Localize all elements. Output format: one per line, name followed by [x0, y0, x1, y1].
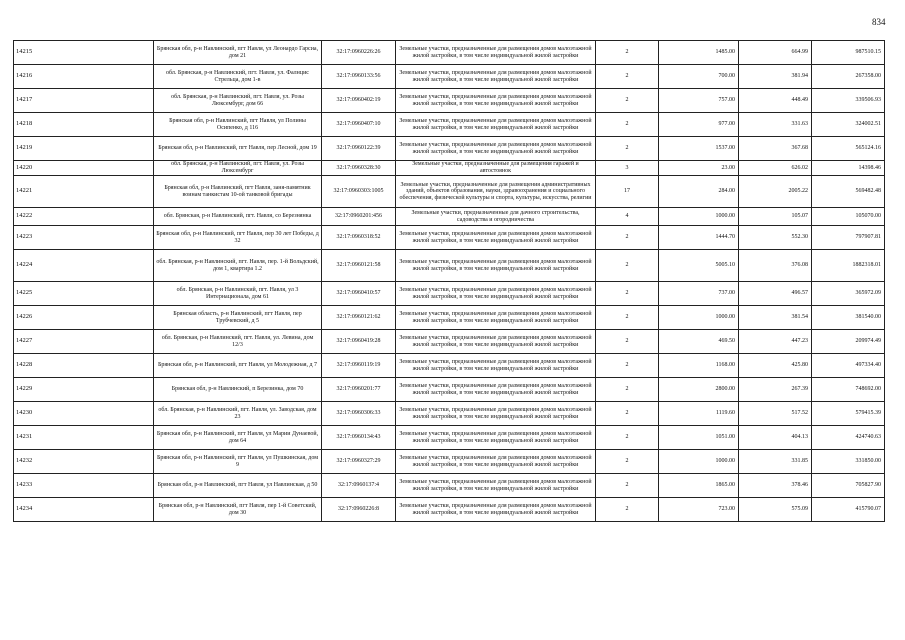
- area-cell: 284.00: [659, 176, 739, 208]
- land-use-cell: Земельные участки, предназначенные для размещения домов малоэтажной жилой застройки, в том числе индивидуальной жилой застройки: [396, 250, 596, 282]
- cadastral-number-cell: 32:17:0960133:56: [322, 65, 396, 89]
- cadastral-number-cell: 32:17:0960134:43: [322, 426, 396, 450]
- row-number-cell: 14218: [14, 113, 154, 137]
- cadastral-value-cell: 339506.93: [812, 89, 885, 113]
- table-row: [14, 474, 885, 498]
- specific-value-cell: 448.49: [739, 89, 812, 113]
- table-row: [14, 208, 885, 226]
- address-cell: обл. Брянская, р-н Навлинский, пгт. Навля, ул. Розы Люксембург, дом 66: [154, 89, 322, 113]
- land-use-cell: Земельные участки, предназначенные для размещения домов малоэтажной жилой застройки, в том числе индивидуальной жилой застройки: [396, 41, 596, 65]
- row-number-cell: 14217: [14, 89, 154, 113]
- cadastral-value-cell: 748692.00: [812, 378, 885, 402]
- address-cell: Брянская обл, р-н Навлинский, п Березинка, дом 70: [154, 378, 322, 402]
- group-cell: 2: [596, 226, 659, 250]
- row-number-cell: 14219: [14, 137, 154, 161]
- cadastral-number-cell: 32:17:0960122:39: [322, 137, 396, 161]
- address-cell: обл. Брянская, р-н Навлинский, пгт. Навля, ул. Левина, дом 12/3: [154, 330, 322, 354]
- group-cell: 2: [596, 113, 659, 137]
- row-number-cell: 14234: [14, 498, 154, 522]
- area-cell: 723.00: [659, 498, 739, 522]
- cadastral-value-cell: 381540.00: [812, 306, 885, 330]
- cadastral-value-cell: 14398.46: [812, 161, 885, 176]
- specific-value-cell: 575.09: [739, 498, 812, 522]
- cadastral-value-cell: 797907.81: [812, 226, 885, 250]
- specific-value-cell: 496.57: [739, 282, 812, 306]
- land-use-cell: Земельные участки, предназначенные для размещения домов малоэтажной жилой застройки, в том числе индивидуальной жилой застройки: [396, 65, 596, 89]
- specific-value-cell: 367.68: [739, 137, 812, 161]
- area-cell: 1119.60: [659, 402, 739, 426]
- address-cell: обл. Брянская, р-н Навлинский, пгт. Навля, пер. 1-й Вольдский, дом 1, квартира 1.2: [154, 250, 322, 282]
- area-cell: 1865.00: [659, 474, 739, 498]
- table-row: [14, 354, 885, 378]
- land-use-cell: Земельные участки, предназначенные для размещения домов малоэтажной жилой застройки, в том числе индивидуальной жилой застройки: [396, 113, 596, 137]
- land-use-cell: Земельные участки, предназначенные для размещения домов малоэтажной жилой застройки, в том числе индивидуальной жилой застройки: [396, 378, 596, 402]
- address-cell: Брянская обл, р-н Навлинский, пгт Навля, ул Марии Дунаевой, дом 64: [154, 426, 322, 450]
- cadastral-number-cell: 32:17:0960119:19: [322, 354, 396, 378]
- row-number-cell: 14229: [14, 378, 154, 402]
- table-row: [14, 226, 885, 250]
- land-use-cell: Земельные участки, предназначенные для размещения домов малоэтажной жилой застройки, в том числе индивидуальной жилой застройки: [396, 426, 596, 450]
- land-use-cell: Земельные участки, предназначенные для размещения домов малоэтажной жилой застройки, в том числе индивидуальной жилой застройки: [396, 498, 596, 522]
- cadastral-number-cell: 32:17:0960410:57: [322, 282, 396, 306]
- specific-value-cell: 425.80: [739, 354, 812, 378]
- address-cell: Брянская обл, р-н Навлинский, пгт Навля, ул Навлинская, д 50: [154, 474, 322, 498]
- land-use-cell: Земельные участки, предназначенные для размещения домов малоэтажной жилой застройки, в том числе индивидуальной жилой застройки: [396, 354, 596, 378]
- cadastral-number-cell: 32:17:0960328:30: [322, 161, 396, 176]
- address-cell: обл. Брянская, р-н Навлинский, пгт. Навля, ул. Заводская, дом 23: [154, 402, 322, 426]
- cadastral-value-cell: 331850.00: [812, 450, 885, 474]
- cadastral-value-cell: 579415.39: [812, 402, 885, 426]
- group-cell: 2: [596, 282, 659, 306]
- area-cell: 1168.00: [659, 354, 739, 378]
- row-number-cell: 14230: [14, 402, 154, 426]
- specific-value-cell: 378.46: [739, 474, 812, 498]
- cadastral-value-cell: 705827.90: [812, 474, 885, 498]
- row-number-cell: 14226: [14, 306, 154, 330]
- cadastral-value-cell: 565124.16: [812, 137, 885, 161]
- table-row: [14, 176, 885, 208]
- cadastral-number-cell: 32:17:0960137:4: [322, 474, 396, 498]
- cadastral-number-cell: 32:17:0960318:52: [322, 226, 396, 250]
- specific-value-cell: 331.85: [739, 450, 812, 474]
- row-number-cell: 14225: [14, 282, 154, 306]
- cadastral-number-cell: 32:17:0960327:29: [322, 450, 396, 474]
- area-cell: 977.00: [659, 113, 739, 137]
- group-cell: 2: [596, 137, 659, 161]
- land-use-cell: Земельные участки, предназначенные для размещения домов малоэтажной жилой застройки, в том числе индивидуальной жилой застройки: [396, 402, 596, 426]
- specific-value-cell: 381.54: [739, 306, 812, 330]
- group-cell: 2: [596, 306, 659, 330]
- row-number-cell: 14224: [14, 250, 154, 282]
- area-cell: 23.00: [659, 161, 739, 176]
- row-number-cell: 14223: [14, 226, 154, 250]
- cadastral-value-cell: 365972.09: [812, 282, 885, 306]
- area-cell: 757.00: [659, 89, 739, 113]
- land-use-cell: Земельные участки, предназначенные для размещения домов малоэтажной жилой застройки, в том числе индивидуальной жилой застройки: [396, 137, 596, 161]
- table-row: [14, 426, 885, 450]
- area-cell: 2800.00: [659, 378, 739, 402]
- cadastral-number-cell: 32:17:0960303:1005: [322, 176, 396, 208]
- cadastral-number-cell: 32:17:0960226:26: [322, 41, 396, 65]
- group-cell: 2: [596, 330, 659, 354]
- cadastral-number-cell: 32:17:0960121:62: [322, 306, 396, 330]
- address-cell: обл. Брянская, р-н Навлинский, пгт. Навля, ул 3 Интернационала, дом 61: [154, 282, 322, 306]
- row-number-cell: 14215: [14, 41, 154, 65]
- address-cell: Брянская обл, р-н Навлинский, пгт Навля, ул Леонардо Гарсиа, дом 21: [154, 41, 322, 65]
- row-number-cell: 14220: [14, 161, 154, 176]
- address-cell: Брянская обл, р-н Навлинский, пгт Навля, ул Пушкинская, дом 9: [154, 450, 322, 474]
- table-row: [14, 250, 885, 282]
- area-cell: 1000.00: [659, 208, 739, 226]
- specific-value-cell: 2005.22: [739, 176, 812, 208]
- address-cell: обл. Брянская, р-н Навлинский, пгт. Навля, ул. Фалнцис Стрельца, дом 1-в: [154, 65, 322, 89]
- specific-value-cell: 404.13: [739, 426, 812, 450]
- specific-value-cell: 664.99: [739, 41, 812, 65]
- table-row: [14, 137, 885, 161]
- cadastral-value-cell: 497334.40: [812, 354, 885, 378]
- address-cell: Брянская обл, р-н Навлинский, пгт Навля, пер 1-й Советский, дом 30: [154, 498, 322, 522]
- table-row: [14, 498, 885, 522]
- table-row: [14, 41, 885, 65]
- table-row: [14, 450, 885, 474]
- cadastral-value-table: [13, 40, 885, 522]
- table-row: [14, 89, 885, 113]
- table-row: [14, 306, 885, 330]
- group-cell: 17: [596, 176, 659, 208]
- land-use-cell: Земельные участки, предназначенные для размещения домов малоэтажной жилой застройки, в том числе индивидуальной жилой застройки: [396, 474, 596, 498]
- address-cell: Брянская обл, р-н Навлинский, пгт Навля, заня-памятник воинам танкистам 10-ой танковой бригады: [154, 176, 322, 208]
- row-number-cell: 14221: [14, 176, 154, 208]
- group-cell: 2: [596, 474, 659, 498]
- specific-value-cell: 552.30: [739, 226, 812, 250]
- row-number-cell: 14222: [14, 208, 154, 226]
- table-row: [14, 65, 885, 89]
- row-number-cell: 14232: [14, 450, 154, 474]
- area-cell: 469.50: [659, 330, 739, 354]
- cadastral-number-cell: 32:17:0960226:8: [322, 498, 396, 522]
- table-row: [14, 378, 885, 402]
- land-use-cell: Земельные участки, предназначенные для размещения домов малоэтажной жилой застройки, в том числе индивидуальной жилой застройки: [396, 450, 596, 474]
- table-body: [14, 41, 885, 522]
- row-number-cell: 14228: [14, 354, 154, 378]
- area-cell: 5005.10: [659, 250, 739, 282]
- cadastral-number-cell: 32:17:0960121:58: [322, 250, 396, 282]
- table-row: [14, 330, 885, 354]
- table-row: [14, 161, 885, 176]
- address-cell: Брянская обл, р-н Навлинский, пгт Навля, пер 30 лет Победы, д 32: [154, 226, 322, 250]
- cadastral-value-cell: 324002.51: [812, 113, 885, 137]
- area-cell: 1000.00: [659, 450, 739, 474]
- area-cell: 737.00: [659, 282, 739, 306]
- group-cell: 2: [596, 250, 659, 282]
- specific-value-cell: 381.94: [739, 65, 812, 89]
- cadastral-number-cell: 32:17:0960402:19: [322, 89, 396, 113]
- specific-value-cell: 376.08: [739, 250, 812, 282]
- group-cell: 4: [596, 208, 659, 226]
- land-use-cell: Земельные участки, предназначенные для размещения домов малоэтажной жилой застройки, в том числе индивидуальной жилой застройки: [396, 89, 596, 113]
- table-row: [14, 282, 885, 306]
- row-number-cell: 14227: [14, 330, 154, 354]
- cadastral-value-cell: 1882318.01: [812, 250, 885, 282]
- group-cell: 2: [596, 498, 659, 522]
- cadastral-number-cell: 32:17:0960419:28: [322, 330, 396, 354]
- land-use-cell: Земельные участки, предназначенные для дачного строительства, садоводства и огородничества: [396, 208, 596, 226]
- cadastral-value-cell: 424740.63: [812, 426, 885, 450]
- address-cell: Брянская обл, р-н Навлинский, пгт Навля, ул Полины Осипенко, д 116: [154, 113, 322, 137]
- land-use-cell: Земельные участки, предназначенные для размещения административных зданий, объектов образования, науки, здравоохранения и социального обеспечения, физической культуры и спорта, культуры, искусства, религии: [396, 176, 596, 208]
- address-cell: обл. Брянская, р-н Навлинский, пгт. Навля, сo Березнянка: [154, 208, 322, 226]
- land-use-cell: Земельные участки, предназначенные для размещения домов малоэтажной жилой застройки, в том числе индивидуальной жилой застройки: [396, 306, 596, 330]
- specific-value-cell: 517.52: [739, 402, 812, 426]
- address-cell: обл. Брянская, р-н Навлинский, пгт. Навля, ул. Розы Люксембург: [154, 161, 322, 176]
- group-cell: 2: [596, 378, 659, 402]
- group-cell: 2: [596, 354, 659, 378]
- address-cell: Брянская обл, р-н Навлинский, пгт Навля, пер Лесной, дом 19: [154, 137, 322, 161]
- cadastral-value-cell: 267358.00: [812, 65, 885, 89]
- cadastral-number-cell: 32:17:0960407:10: [322, 113, 396, 137]
- area-cell: 1000.00: [659, 306, 739, 330]
- area-cell: 1485.00: [659, 41, 739, 65]
- group-cell: 2: [596, 89, 659, 113]
- land-use-cell: Земельные участки, предназначенные для размещения гаражей и автостоянок: [396, 161, 596, 176]
- area-cell: 1537.00: [659, 137, 739, 161]
- cadastral-number-cell: 32:17:0960201:77: [322, 378, 396, 402]
- cadastral-value-cell: 569482.48: [812, 176, 885, 208]
- cadastral-value-cell: 209974.49: [812, 330, 885, 354]
- row-number-cell: 14216: [14, 65, 154, 89]
- cadastral-value-cell: 105070.00: [812, 208, 885, 226]
- land-use-cell: Земельные участки, предназначенные для размещения домов малоэтажной жилой застройки, в том числе индивидуальной жилой застройки: [396, 226, 596, 250]
- group-cell: 2: [596, 402, 659, 426]
- cadastral-value-cell: 415790.07: [812, 498, 885, 522]
- row-number-cell: 14231: [14, 426, 154, 450]
- table-row: [14, 113, 885, 137]
- specific-value-cell: 267.39: [739, 378, 812, 402]
- cadastral-number-cell: 32:17:0960201:456: [322, 208, 396, 226]
- specific-value-cell: 105.07: [739, 208, 812, 226]
- group-cell: 2: [596, 41, 659, 65]
- land-use-cell: Земельные участки, предназначенные для размещения домов малоэтажной жилой застройки, в том числе индивидуальной жилой застройки: [396, 330, 596, 354]
- group-cell: 2: [596, 450, 659, 474]
- cadastral-number-cell: 32:17:0960306:33: [322, 402, 396, 426]
- group-cell: 2: [596, 65, 659, 89]
- area-cell: 700.00: [659, 65, 739, 89]
- row-number-cell: 14233: [14, 474, 154, 498]
- group-cell: 3: [596, 161, 659, 176]
- area-cell: 1051.00: [659, 426, 739, 450]
- specific-value-cell: 626.02: [739, 161, 812, 176]
- page-number: 834: [872, 17, 886, 27]
- land-use-cell: Земельные участки, предназначенные для размещения домов малоэтажной жилой застройки, в том числе индивидуальной жилой застройки: [396, 282, 596, 306]
- area-cell: 1444.70: [659, 226, 739, 250]
- table-row: [14, 402, 885, 426]
- address-cell: Брянская область, р-н Навлинский, пгт Навля, пер Трубчевский, д 5: [154, 306, 322, 330]
- group-cell: 2: [596, 426, 659, 450]
- specific-value-cell: 331.63: [739, 113, 812, 137]
- address-cell: Брянская обл, р-н Навлинский, пгт Навля, ул Молодежная, д 7: [154, 354, 322, 378]
- cadastral-value-cell: 987510.15: [812, 41, 885, 65]
- specific-value-cell: 447.23: [739, 330, 812, 354]
